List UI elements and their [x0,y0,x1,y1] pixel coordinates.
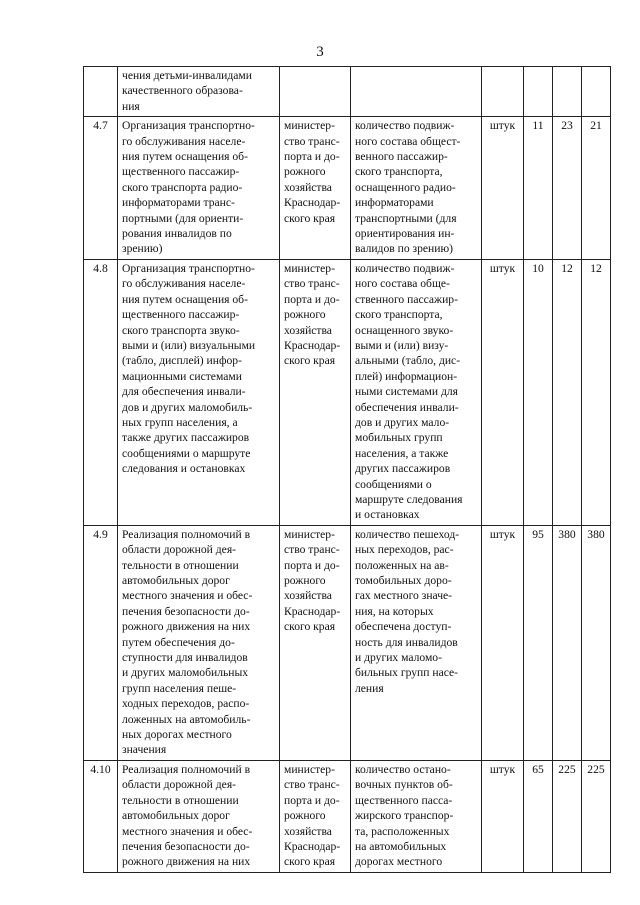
value-cell-1: 95 [524,525,553,760]
page-number: 3 [316,44,324,60]
table-row [84,117,611,260]
activity-cell: Организация транспортно- го обслуживания населе- ния путем оснащения об- щественного пассажир- ского транспорта радио- информаторами транс- портными (для ориенти- рования инвалидов по зрению) [118,117,280,260]
unit-cell: штук [482,525,524,760]
unit-cell: штук [482,117,524,260]
activity-cell: чения детьми-инвалидами качественного образова- ния [118,67,280,117]
row-number: 4.10 [84,760,118,872]
indicator-cell: количество пешеход- ных переходов, рас- положенных на ав- томобильных доро- гах местного значе- ния, на которых обеспечена доступ- ность для инвалидов и других маломо- бильных групп насе- ления [351,525,482,760]
activity-cell: Реализация полномочий в области дорожной дея- тельности в отношении автомобильных дорог местного значения и обес- печения безопасности до- рожного движения на них путем обеспечения до- ступности для инвалидов и других маломобильных групп населения пеше- ходных переходов, распо- ложенных на автомобиль- ных дорогах местного значения [118,525,280,760]
program-table [83,66,611,873]
value-cell-3: 12 [582,259,611,525]
indicator-cell: количество подвиж- ного состава общест- венного пассажир- ского транспорта, оснащенного радио- информаторами транспортными (для ориентирования ин- валидов по зрению) [351,117,482,260]
value-cell-2 [553,67,582,117]
indicator-cell: количество подвиж- ного состава обще- ственного пассажир- ского транспорта, оснащенного звуко- выми и (или) визу- альными (табло, дис- плей) информацион- ными системами для обеспечения инвали- дов и других мало- мобильных групп населения, а также других пассажиров сообщениями о маршруте следования и остановках [351,259,482,525]
value-cell-3: 225 [582,760,611,872]
responsible-cell: министер- ство транс- порта и до- рожного хозяйства Краснодар- ского края [280,760,351,872]
row-number: 4.7 [84,117,118,260]
value-cell-3 [582,67,611,117]
unit-cell: штук [482,760,524,872]
indicator-cell: количество останo- вочных пунктов об- щественного пасса- жирского транспор- та, расположенных на автомобильных дорогах местного [351,760,482,872]
row-number: 4.8 [84,259,118,525]
unit-cell [482,67,524,117]
activity-cell: Реализация полномочий в области дорожной дея- тельности в отношении автомобильных дорог местного значения и обес- печения безопасности до- рожного движения на них [118,760,280,872]
table-row [84,760,611,872]
value-cell-2: 380 [553,525,582,760]
responsible-cell [280,67,351,117]
value-cell-1: 11 [524,117,553,260]
row-number [84,67,118,117]
table-row [84,525,611,760]
activity-cell: Организация транспортно- го обслуживания населе- ния путем оснащения об- щественного пассажир- ского транспорта звуко- выми и (или) визуальными (табло, дисплей) инфор- мационными системами для обеспечения инвали- дов и других маломобиль- ных групп населения, а также других пассажиров сообщениями о маршруте следования и остановках [118,259,280,525]
table-row [84,259,611,525]
row-number: 4.9 [84,525,118,760]
value-cell-1: 65 [524,760,553,872]
unit-cell: штук [482,259,524,525]
table-row [84,67,611,117]
value-cell-3: 380 [582,525,611,760]
value-cell-3: 21 [582,117,611,260]
value-cell-1: 10 [524,259,553,525]
value-cell-2: 23 [553,117,582,260]
value-cell-1 [524,67,553,117]
value-cell-2: 225 [553,760,582,872]
responsible-cell: министер- ство транс- порта и до- рожного хозяйства Краснодар- ского края [280,117,351,260]
responsible-cell: министер- ство транс- порта и до- рожного хозяйства Краснодар- ского края [280,259,351,525]
value-cell-2: 12 [553,259,582,525]
indicator-cell [351,67,482,117]
responsible-cell: министер- ство транс- порта и до- рожного хозяйства Краснодар- ского края [280,525,351,760]
